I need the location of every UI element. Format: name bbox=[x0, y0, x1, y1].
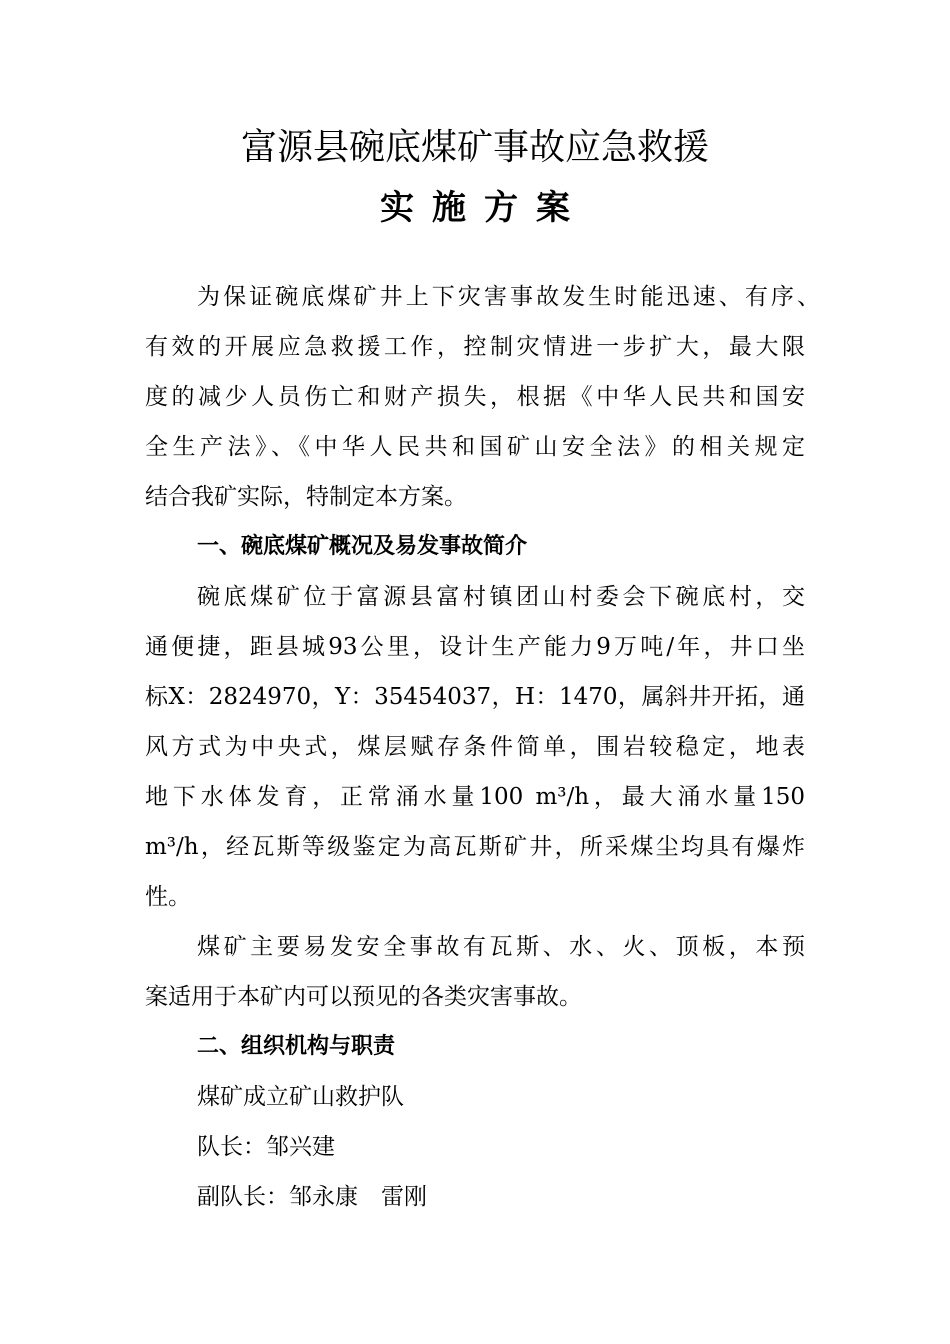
intro-line: 结合我矿实际，特制定本方案。 bbox=[145, 484, 467, 510]
body-line: 风方式为中央式，煤层赋存条件简单，围岩较稳定，地表 bbox=[145, 734, 805, 760]
intro-line: 为保证碗底煤矿井上下灾害事故发生时能迅速、有序、 bbox=[197, 284, 820, 310]
body-line: m³/h，经瓦斯等级鉴定为高瓦斯矿井，所采煤尘均具有爆炸 bbox=[145, 834, 805, 860]
section-heading: 二、组织机构与职责 bbox=[197, 1034, 396, 1059]
intro-line: 度的减少人员伤亡和财产损失，根据《中华人民共和国安 bbox=[145, 384, 805, 410]
intro-line: 全生产法》、《中华人民共和国矿山安全法》的相关规定 bbox=[145, 434, 805, 460]
body-line: 煤矿主要易发安全事故有瓦斯、水、火、顶板，本预 bbox=[197, 934, 805, 960]
intro-line: 有效的开展应急救援工作，控制灾情进一步扩大，最大限 bbox=[145, 334, 805, 360]
org-line: 煤矿成立矿山救护队 bbox=[197, 1084, 404, 1110]
body-line: 标X：2824970，Y：35454037，H：1470，属斜井开拓，通 bbox=[145, 684, 805, 710]
org-line: 队长：邹兴建 bbox=[197, 1134, 335, 1160]
org-line: 副队长：邹永康 雷刚 bbox=[197, 1184, 427, 1210]
document-title: 富源县碗底煤矿事故应急救援 bbox=[240, 127, 709, 168]
body-line: 性。 bbox=[145, 884, 191, 910]
document-subtitle: 实施方案 bbox=[380, 188, 588, 228]
body-line: 通便捷，距县城93公里，设计生产能力9万吨/年，井口坐 bbox=[145, 634, 805, 660]
body-line: 地下水体发育，正常涌水量100 m³/h，最大涌水量150 bbox=[145, 784, 805, 810]
section-heading: 一、碗底煤矿概况及易发事故简介 bbox=[197, 534, 528, 559]
body-line: 碗底煤矿位于富源县富村镇团山村委会下碗底村，交 bbox=[197, 584, 805, 610]
body-line: 案适用于本矿内可以预见的各类灾害事故。 bbox=[145, 984, 582, 1010]
